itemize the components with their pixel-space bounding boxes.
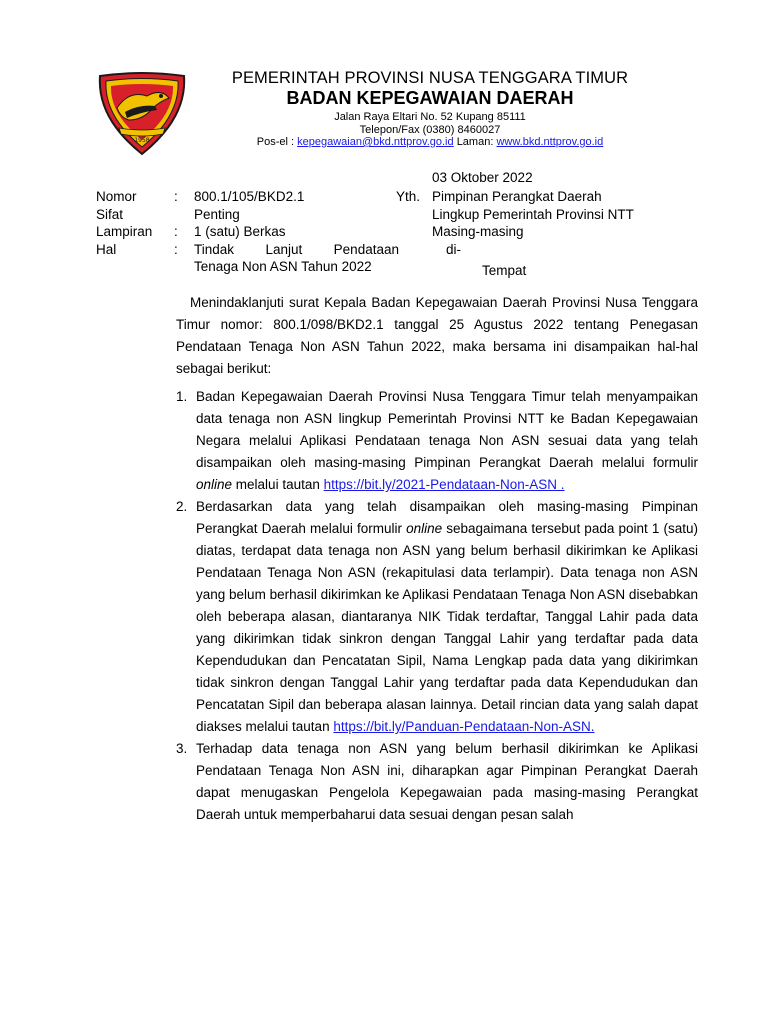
hal-word: Tindak (194, 241, 235, 257)
colon: : (174, 224, 178, 240)
colon: : (174, 189, 178, 204)
numbered-list (176, 386, 698, 826)
hal-value (194, 241, 399, 276)
sifat-label: Sifat (96, 206, 124, 222)
item-text: Terhadap data tenaga non ASN yang belum berhasil dikirimkan ke Aplikasi Pendataan Tenaga Non ASN ini, diharapkan agar Pimpinan Perangkat Daerah dapat menugaskan Pengelola Kepegawaian pada masing-masing Perangkat Daerah untuk memperbaharui data sesuai dengan pesan salah (196, 741, 698, 822)
list-item (176, 496, 698, 738)
colon: : (174, 241, 178, 257)
lampiran-value: 1 (satu) Berkas (194, 224, 286, 240)
recipient-line: Lingkup Pemerintah Provinsi NTT (432, 206, 634, 222)
hal-label: Hal (96, 241, 117, 257)
website-link[interactable]: www.bkd.nttprov.go.id (496, 136, 604, 148)
letterhead (200, 68, 660, 149)
list-item (176, 386, 698, 496)
item-text: Berdasarkan data yang telah disampaikan oleh masing-masing Pimpinan Perangkat Daerah melalui formulir (196, 499, 698, 536)
provincial-emblem-logo (95, 68, 189, 156)
pendataan-link[interactable]: https://bit.ly/2021-Pendataan-Non-ASN . (323, 477, 565, 492)
item-text: melalui tautan (235, 477, 320, 492)
list-number: 3. (176, 741, 188, 756)
logo-year: 1958 (134, 137, 150, 144)
letter-date: 03 Oktober 2022 (432, 170, 533, 185)
list-number: 1. (176, 389, 188, 404)
phone-line: Telepon/Fax (0380) 8460027 (359, 123, 501, 136)
item-text: sebagaimana tersebut pada point 1 (satu) diatas, terdapat data tenaga non ASN yang belum berhasil dikirimkan ke Aplikasi Pendataan Tenaga Non ASN (rekapitulasi data terlampir). Data tenaga non ASN yang belum berhasil dikirimkan ke Aplikasi Pendataan Tenaga Non ASN disebabkan oleh beberapa alasan, diantaranya NIK Tidak terdaftar, Tanggal Lahir pada data yang dikirimkan tidak sinkron dengan Tanggal Lahir yang terdaftar pada data Kependudukan dan Pencatatan Sipil, Nama Lengkap pada data yang dikirimkan tidak sinkron dengan Tanggal Lahir yang terdaftar pada data Kependudukan dan Pencatatan Sipil dan beberapa alasan lainnya. Detail rincian data yang salah dapat diakses melalui tautan (196, 521, 698, 734)
email-link[interactable]: kepegawaian@bkd.nttprov.go.id (297, 136, 454, 148)
recipient-tempat: Tempat (482, 263, 527, 279)
contact-line (200, 136, 660, 149)
item-text: Badan Kepegawaian Daerah Provinsi Nusa Tenggara Timur telah menyampaikan data tenaga non ASN lingkup Pemerintah Provinsi NTT ke Badan Kepegawaian Negara melalui Aplikasi Pendataan tenaga Non ASN sesuai data yang telah disampaikan oleh masing-masing Pimpinan Perangkat Daerah melalui formulir (196, 389, 698, 470)
site-label: Laman: (456, 136, 494, 148)
nomor-value: 800.1/105/BKD2.1 (194, 189, 305, 204)
panduan-link[interactable]: https://bit.ly/Panduan-Pendataan-Non-ASN. (333, 719, 595, 734)
hal-word: Pendataan (333, 241, 399, 257)
recipient-line: Masing-masing (432, 224, 524, 240)
recipient-di: di- (446, 241, 462, 257)
item-italic: online (196, 477, 233, 492)
nomor-label: Nomor (96, 189, 137, 204)
address-line: Jalan Raya Eltari No. 52 Kupang 85111 (334, 111, 526, 123)
agency-name: BADAN KEPEGAWAIAN DAERAH (286, 88, 574, 108)
yth-label: Yth. (396, 189, 421, 204)
list-number: 2. (176, 499, 188, 514)
lampiran-label: Lampiran (96, 224, 153, 240)
recipient-block (432, 188, 634, 280)
sifat-value: Penting (194, 206, 240, 222)
recipient-line: Pimpinan Perangkat Daerah (432, 189, 602, 204)
item-italic: online (406, 521, 443, 536)
intro-paragraph: Menindaklanjuti surat Kepala Badan Kepegawaian Daerah Provinsi Nusa Tenggara Timur nomor: 800.1/098/BKD2.1 tanggal 25 Agustus 2022 tentang Penegasan Pendataan Tenaga Non ASN Tahun 2022, maka bersama ini disampaikan hal-hal sebagai berikut: (176, 295, 698, 376)
letter-body (176, 292, 698, 826)
list-item (176, 738, 698, 826)
email-label: Pos-el : (256, 136, 295, 148)
government-name: PEMERINTAH PROVINSI NUSA TENGGARA TIMUR (231, 69, 629, 87)
hal-line-2: Tenaga Non ASN Tahun 2022 (194, 259, 372, 275)
hal-word: Lanjut (265, 241, 303, 257)
